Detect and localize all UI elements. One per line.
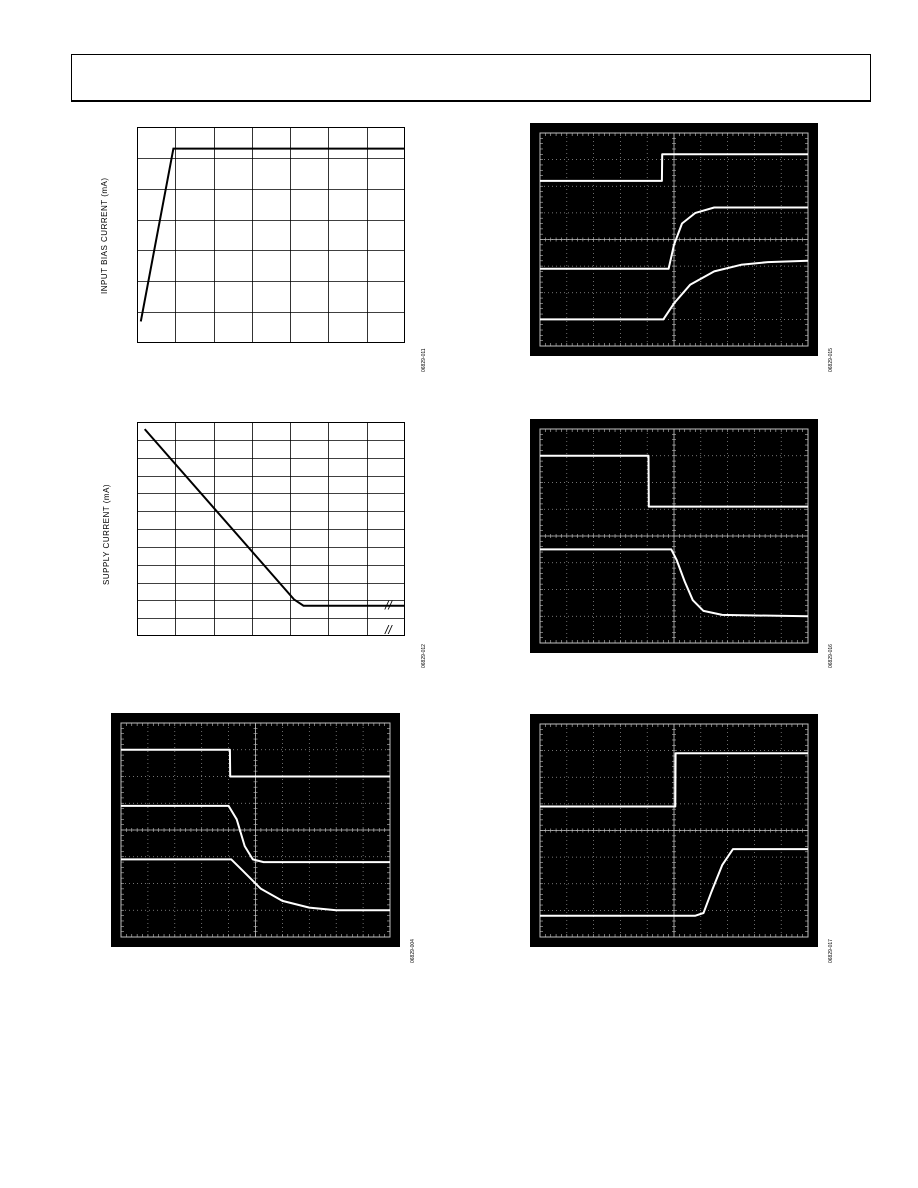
- input-bias-current-chart: [137, 127, 405, 343]
- figure-id-012: 06829-012: [421, 644, 427, 668]
- figure-id-015: 06829-015: [828, 348, 834, 372]
- page-header-box: [71, 54, 871, 102]
- figure-id-017: 06829-017: [828, 939, 834, 963]
- scope-chart-016: [530, 419, 818, 653]
- figure-id-004: 06829-004: [410, 939, 416, 963]
- input-bias-current-y-label: INPUT BIAS CURRENT (mA): [100, 177, 109, 294]
- scope-chart-017: [530, 714, 818, 947]
- figure-id-011: 06829-011: [421, 348, 427, 372]
- scope-chart-004: [111, 713, 400, 947]
- supply-current-y-label: SUPPLY CURRENT (mA): [102, 483, 111, 585]
- scope-chart-015: [530, 123, 818, 356]
- plot-frame: [138, 423, 405, 636]
- axis-break-mark: //: [385, 623, 392, 637]
- plot-frame: [138, 128, 405, 343]
- supply-current-chart: [137, 422, 405, 636]
- axis-break-mark: //: [385, 598, 392, 613]
- figure-id-016: 06829-016: [828, 644, 834, 668]
